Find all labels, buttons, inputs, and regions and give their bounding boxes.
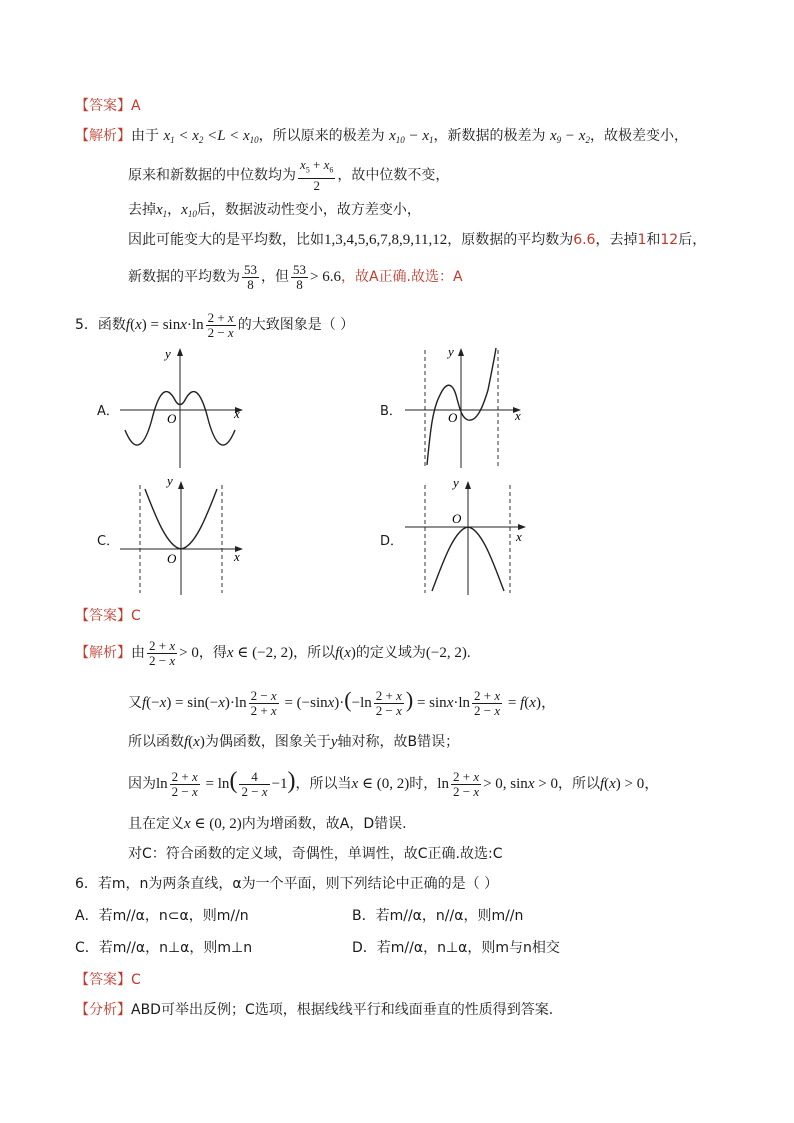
q6-analysis-line: 【分析】ABD可举出反例；C选项，根据线线平行和线面垂直的性质得到答案. bbox=[75, 1002, 554, 1018]
option-d-label: D． bbox=[380, 534, 404, 549]
q5-analysis-line5: 且在定义x ∈ (0, 2)内为增函数，故A，D错误. bbox=[128, 816, 407, 832]
axis-y-label-b: y bbox=[448, 344, 454, 359]
q4-analysis-line3: 去掉$x_1$，$x_{10}$后，数据波动性变小，故方差变小， bbox=[128, 202, 421, 219]
q5-stem: 5．函数f(x) = sinx·ln $\frac{2 + x}{2 - x}$ 的大致图象是（ ） bbox=[75, 309, 355, 340]
q4-answer-line: 【答案】A bbox=[75, 98, 141, 114]
axis-x-label-a: x bbox=[234, 406, 240, 421]
q5-analysis-line4: 因为ln $\frac{2 + x}{2 - x}$ = ln( $\frac{4}{2 - x}$ −1)，所以当x ∈ (0, 2)时，ln $\frac{2 + x}{2 - x}$ > 0, sinx > 0，所以f(x) > 0， bbox=[128, 768, 660, 799]
q6-option-d: D．若m//α，n⊥α，则m与n相交 bbox=[352, 940, 560, 956]
q4-analysis-line1: 【解析】由于 $x_1 < x_2 <L < x_{10}$，所以原来的极差为 $x_{10} - x_1$，新数据的极差为 $x_9 - x_2$，故极差变小， bbox=[75, 128, 688, 145]
origin-label-c: O bbox=[167, 551, 177, 566]
axis-y-label-c: y bbox=[167, 475, 173, 488]
option-c-label: C． bbox=[97, 534, 120, 549]
graph-a bbox=[115, 340, 250, 470]
graph-b bbox=[400, 340, 535, 470]
q5-analysis-line2: 又f(−x) = sin(−x)·ln $\frac{2 - x}{2 + x}$ = (−sinx)·(−ln $\frac{2 + x}{2 - x}$ ) = sinx·ln $\frac{2 + x}{2 - x}$ = f(x)， bbox=[128, 687, 556, 718]
median-fraction: $\frac{x_5 + x_6}{2}$ bbox=[300, 157, 334, 193]
q5-answer: C bbox=[131, 608, 141, 624]
q6-answer-line: 【答案】C bbox=[75, 972, 141, 988]
q5-analysis-line6: 对C：符合函数的定义域，奇偶性，单调性，故C正确.故选:C bbox=[128, 846, 503, 862]
q5-analysis-line1: 【解析】由 $\frac{2 + x}{2 - x}$ > 0，得x ∈ (−2, 2)，所以f(x)的定义域为(−2, 2). bbox=[75, 637, 471, 668]
q4-analysis-line4: 因此可能变大的是平均数，比如1,3,4,5,6,7,8,9,11,12，原数据的平均数为6.6，去掉1和12后， bbox=[128, 232, 707, 248]
origin-label-b: O bbox=[448, 410, 458, 425]
graph-c bbox=[115, 475, 250, 600]
q6-option-c: C．若m//α，n⊥α，则m⊥n bbox=[75, 940, 253, 956]
axis-y-label-a: y bbox=[165, 346, 171, 361]
origin-label-d: O bbox=[452, 511, 462, 526]
axis-x-label-d: x bbox=[516, 529, 522, 544]
q4-analysis-line2: 原来和新数据的中位数均为 $\frac{x_5 + x_6}{2}$ ，故中位数不变， bbox=[128, 157, 450, 193]
q6-option-a: A．若m//α，n⊂α，则m//n bbox=[75, 908, 249, 924]
option-a-label: A． bbox=[97, 404, 119, 419]
graph-d bbox=[400, 475, 535, 600]
origin-label-a: O bbox=[167, 411, 177, 426]
axis-x-label-b: x bbox=[515, 408, 521, 423]
q4-answer: A bbox=[131, 98, 141, 114]
q6-stem: 6．若m，n为两条直线，α为一个平面，则下列结论中正确的是（ ） bbox=[75, 876, 499, 892]
q4-analysis-line5: 新数据的平均数为 $\frac{53}{8}$ ，但 $\frac{53}{8}$ > 6.6，故A正确.故选：A bbox=[128, 261, 463, 292]
option-b-label: B． bbox=[380, 404, 402, 419]
q5-answer-line: 【答案】C bbox=[75, 608, 141, 624]
q6-option-b: B．若m//α，n//α，则m//n bbox=[352, 908, 524, 924]
q5-analysis-line3: 所以函数f(x)为偶函数，图象关于y轴对称，故B错误； bbox=[128, 734, 460, 750]
axis-x-label-c: x bbox=[234, 549, 240, 564]
axis-y-label-d: y bbox=[453, 475, 459, 490]
q6-answer: C bbox=[131, 972, 141, 988]
